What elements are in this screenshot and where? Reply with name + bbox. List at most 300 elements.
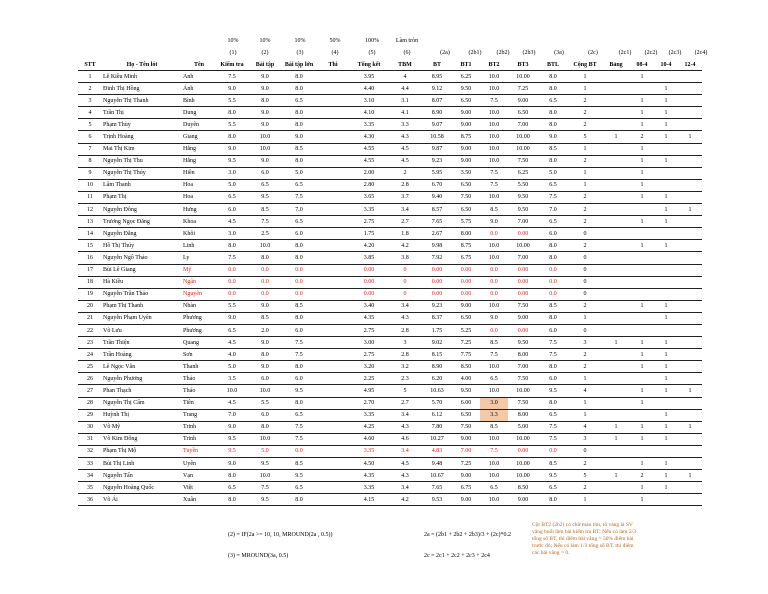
table-cell: 10.58 [422,131,452,143]
table-cell: 9.0 [216,312,248,324]
table-cell: Trần Thiện [102,337,182,349]
table-cell: 35 [78,482,102,494]
table-cell: 6.50 [452,312,480,324]
table-cell: 5.0 [216,361,248,373]
table-cell [678,324,702,336]
table-cell: 8.0 [282,397,316,409]
table-cell [654,288,678,300]
table-cell: 8.5 [248,312,282,324]
table-cell: 9.5 [538,470,568,482]
table-cell: 7.50 [508,397,538,409]
table-cell: 2.75 [350,349,388,361]
table-row [78,179,702,191]
table-row [78,131,702,143]
table-cell [678,337,702,349]
table-cell: Trinh [182,421,216,433]
table-cell: 6.5 [282,409,316,421]
table-cell: 1 [630,155,654,167]
table-cell: 0.0 [480,228,508,240]
table-cell: 0.0 [480,264,508,276]
table-cell: Bùi Lê Giang [102,264,182,276]
column-header: BT1 [452,60,480,71]
table-cell: 4.5 [216,397,248,409]
table-cell: 9.5 [538,385,568,397]
table-cell: 7.00 [508,361,538,373]
table-cell: 1 [630,143,654,155]
formula-3: (3) = MROUND(3a, 0.5) [228,553,289,559]
table-cell: 0 [568,228,602,240]
table-cell: 4.40 [350,83,388,95]
table-cell: 2 [568,361,602,373]
table-cell: Trương Ngọc Đăng [102,216,182,228]
table-cell: 2.80 [350,179,388,191]
table-cell [316,373,350,385]
table-cell: 5 [568,131,602,143]
table-cell: Nhàn [182,300,216,312]
table-cell [316,470,350,482]
table-cell: 4.60 [350,433,388,445]
table-row [78,264,702,276]
table-cell: 21 [78,312,102,324]
table-cell: 10.0 [480,300,508,312]
table-cell: 14 [78,228,102,240]
table-cell: 7.0 [538,204,568,216]
table-cell: 7.5 [216,71,248,83]
table-cell [316,385,350,397]
table-cell: 9.48 [422,458,452,470]
table-cell: Trinh [182,433,216,445]
table-cell: 6.12 [422,409,452,421]
table-cell: 2 [388,167,422,179]
table-cell: Ly [182,252,216,264]
table-cell: 0 [568,252,602,264]
table-cell: 4.35 [350,312,388,324]
table-cell [654,324,678,336]
table-cell: 7.5 [538,349,568,361]
table-cell: 1 [654,312,678,324]
column-header: Bài tập lớn [282,60,316,71]
table-cell: 1 [654,482,678,494]
table-row [78,494,702,506]
table-cell: 0.00 [422,264,452,276]
formula-2: (2) = IF(2a >= 10, 10, MROUND(2a , 0.5)) [228,532,333,538]
table-cell: 1 [602,470,630,482]
table-cell: 1 [678,385,702,397]
table-cell: 7.00 [508,252,538,264]
table-cell: 6.50 [452,204,480,216]
table-cell: 0.00 [422,288,452,300]
table-cell: 4.10 [350,107,388,119]
table-cell: 10.0 [248,131,282,143]
table-cell: 6.5 [538,179,568,191]
table-cell: 8.75 [452,131,480,143]
table-row [78,312,702,324]
table-cell: Hằng [182,143,216,155]
table-cell: 9.5 [216,155,248,167]
table-cell: 3.35 [350,204,388,216]
table-cell: 4.35 [350,470,388,482]
table-cell: 23 [78,337,102,349]
table-cell: Mỹ [182,264,216,276]
num-6: (6) [403,50,411,56]
table-cell: 9.87 [422,143,452,155]
table-cell [316,119,350,131]
column-header: 08-4 [630,60,654,71]
table-row [78,107,702,119]
table-cell: 4.83 [422,445,452,457]
table-cell: 2.8 [388,179,422,191]
table-cell: 9.23 [422,155,452,167]
table-cell: 7.5 [480,179,508,191]
table-cell [316,337,350,349]
table-cell: 9.0 [248,107,282,119]
table-cell: 3 [388,337,422,349]
table-cell: 0 [568,324,602,336]
table-cell: Hằng [182,155,216,167]
weight-tongket: 100% [365,38,379,44]
weight-baitaplon: 10% [294,38,306,44]
table-cell: 7.5 [538,433,568,445]
table-cell: 2 [568,349,602,361]
table-cell: 7.00 [508,119,538,131]
table-cell: 7.25 [452,458,480,470]
table-cell: Bình [182,95,216,107]
table-cell: 6 [78,131,102,143]
table-cell: 10.0 [216,385,248,397]
table-cell [630,276,654,288]
table-cell: 2 [568,300,602,312]
table-cell: 32 [78,445,102,457]
table-cell: 8.0 [282,252,316,264]
table-cell: 10.0 [480,107,508,119]
table-cell: 1 [654,131,678,143]
table-cell: 5.0 [282,167,316,179]
table-cell: 11 [78,191,102,203]
table-cell: 0.00 [508,324,538,336]
table-cell: 10.67 [422,470,452,482]
table-cell: Việt [182,482,216,494]
table-cell: 7.25 [452,337,480,349]
table-cell: 6.20 [422,373,452,385]
table-cell [602,397,630,409]
table-cell [602,167,630,179]
table-cell: 17 [78,264,102,276]
table-cell: 2.8 [388,324,422,336]
table-cell: 8.75 [452,240,480,252]
table-cell: 18 [78,276,102,288]
table-cell: 9.0 [538,131,568,143]
header-row [78,60,702,71]
table-cell: 1 [630,349,654,361]
table-cell: Nguyễn Đăng [102,228,182,240]
table-cell: 6.00 [452,397,480,409]
table-cell: 3.35 [350,409,388,421]
table-cell: 0.0 [480,288,508,300]
table-cell: Lâm Thanh [102,179,182,191]
column-header: Bảng [602,60,630,71]
table-cell: 9.50 [508,204,538,216]
table-cell: 3.10 [350,95,388,107]
table-cell: Xuân [182,494,216,506]
table-cell: 6.50 [452,179,480,191]
table-cell: 7.65 [422,216,452,228]
table-cell: 7 [78,143,102,155]
table-cell: Phạm Thùy [102,119,182,131]
table-cell: 8.5 [282,300,316,312]
table-cell: 1 [678,131,702,143]
table-cell: 0.00 [452,264,480,276]
table-cell: 8.0 [538,361,568,373]
table-cell: 10.0 [248,470,282,482]
table-cell: 24 [78,349,102,361]
table-cell: Nguyên [182,288,216,300]
table-cell: Lê Kiều Minh [102,71,182,83]
weight-thi: 50% [329,38,341,44]
table-cell [630,228,654,240]
table-cell [602,349,630,361]
table-cell: 8.00 [508,409,538,421]
table-cell [316,482,350,494]
table-cell: 6.5 [538,482,568,494]
table-cell: Dung [182,107,216,119]
table-cell: Trang [182,409,216,421]
table-cell: 1 [630,300,654,312]
table-cell: 0.0 [216,264,248,276]
table-cell: 8.0 [216,240,248,252]
table-cell: 9.5 [216,445,248,457]
table-cell: 8.00 [452,228,480,240]
table-cell: 7.5 [282,433,316,445]
table-cell: 6.5 [248,179,282,191]
table-cell: 10.0 [480,433,508,445]
table-cell: 10.0 [480,131,508,143]
column-header: Kiểm tra [216,60,248,71]
code-2b3: (2b3) [522,50,536,56]
table-cell: Uyên [182,458,216,470]
table-cell: 9.12 [422,83,452,95]
table-cell: 36 [78,494,102,506]
table-cell [316,409,350,421]
table-cell: 0.00 [508,276,538,288]
table-cell: 1 [678,421,702,433]
table-cell [602,361,630,373]
code-2b2: (2b2) [496,50,510,56]
table-cell [630,373,654,385]
table-cell: 9.07 [422,119,452,131]
table-cell: 9.0 [216,458,248,470]
table-cell: Giang [182,131,216,143]
table-cell: 7.80 [422,421,452,433]
table-cell: 6.5 [216,482,248,494]
table-cell: 1 [654,216,678,228]
table-cell: 0.0 [216,288,248,300]
table-cell [316,71,350,83]
table-cell: 10.00 [508,131,538,143]
table-cell: 4.5 [216,337,248,349]
table-cell [678,300,702,312]
table-cell: 10.00 [508,385,538,397]
table-cell: 10.0 [480,155,508,167]
table-cell: 3.0 [480,397,508,409]
table-cell [602,300,630,312]
formula-2a: 2a = (2b1 + 2b2 + 2b3)/3 + (2c)*0.2 [424,532,512,538]
table-cell: 7.5 [538,337,568,349]
table-cell: 1 [654,373,678,385]
table-cell: 1 [630,421,654,433]
table-cell: 7.50 [508,300,538,312]
table-cell: 6.75 [452,252,480,264]
table-cell: 7.65 [422,482,452,494]
table-cell [678,458,702,470]
table-cell: 9.5 [282,385,316,397]
table-cell: 33 [78,458,102,470]
table-cell [630,288,654,300]
table-cell: 7.5 [282,191,316,203]
table-cell: 8 [78,155,102,167]
table-cell: 5.0 [538,167,568,179]
table-cell: 5.0 [248,445,282,457]
table-cell: 9.00 [508,312,538,324]
table-cell: 7.5 [282,337,316,349]
table-row [78,216,702,228]
table-cell [602,445,630,457]
table-cell: 9.00 [508,95,538,107]
table-cell: Nguyễn Thị Thúy [102,167,182,179]
table-cell: 16 [78,252,102,264]
table-cell: 6.0 [282,228,316,240]
table-cell: 8.5 [248,204,282,216]
table-cell: 9.40 [422,191,452,203]
table-cell: 0.0 [538,288,568,300]
table-cell: 3 [568,433,602,445]
table-cell [678,119,702,131]
table-row [78,458,702,470]
table-cell [630,445,654,457]
table-cell: 0.00 [350,288,388,300]
table-cell: Ánh [182,83,216,95]
table-cell: 7.0 [216,409,248,421]
table-row [78,482,702,494]
table-cell: 0 [568,445,602,457]
table-cell: 10.0 [480,143,508,155]
table-cell: 8.0 [282,312,316,324]
table-cell: Duyên [182,119,216,131]
table-cell: 7.25 [508,83,538,95]
table-cell: 1 [568,494,602,506]
table-cell: 2.7 [388,397,422,409]
formula-2c: 2c = 2c1 + 2c2 + 2c3 + 2c4 [424,553,490,559]
legend-note: Cột BT2 (2b2) có chữ màu tím, tô vàng là SV vắng buổi làm bài kiểm tra BT; Nếu có làm 2/3 tổng số BT, thì điểm bài vắng = 50% điểm bài trước đó; Nếu có làm 1/3 tổng số BT, thì điểm các bài vắng = 0. [532,522,636,556]
table-cell: Hồ Thị Thúy [102,240,182,252]
table-cell: 7.5 [538,191,568,203]
table-cell: 6.0 [538,324,568,336]
table-cell: Thảo [182,373,216,385]
table-cell: 5.5 [248,397,282,409]
table-cell: 10.0 [248,240,282,252]
num-5: (5) [368,50,376,56]
table-cell: 0 [568,264,602,276]
table-cell: 7.5 [248,482,282,494]
table-cell: 1 [568,143,602,155]
table-cell: 8.0 [248,349,282,361]
table-cell: Phạm Thị Mộ [102,445,182,457]
table-cell: 9.02 [422,337,452,349]
table-cell: 6.25 [452,71,480,83]
table-cell [678,155,702,167]
table-cell: 5.00 [508,421,538,433]
table-cell: 1 [78,71,102,83]
table-cell [316,216,350,228]
table-cell: 2.25 [350,373,388,385]
table-cell: 6.25 [508,167,538,179]
table-cell: 9.00 [452,300,480,312]
table-cell: 1 [654,458,678,470]
table-cell: 3.4 [388,204,422,216]
table-cell [602,119,630,131]
table-cell: Thanh [182,361,216,373]
table-cell: 5.5 [216,119,248,131]
table-row [78,71,702,83]
table-cell: 8.00 [508,349,538,361]
table-cell: 1 [568,83,602,95]
table-cell: 8.0 [248,95,282,107]
table-cell: Hoa [182,179,216,191]
table-cell: 10.27 [422,433,452,445]
table-cell: 1 [630,107,654,119]
table-row [78,337,702,349]
table-cell: 10.00 [508,240,538,252]
table-cell: 8.5 [538,458,568,470]
table-cell: 6.0 [248,167,282,179]
table-cell: 3.0 [216,228,248,240]
table-cell: 3.95 [350,71,388,83]
table-cell: 6.0 [248,373,282,385]
table-cell: 3.65 [350,191,388,203]
table-cell: 2 [568,95,602,107]
table-cell: Nguyễn Phương [102,373,182,385]
table-cell: 4.3 [388,131,422,143]
column-header: Họ - Tên lót [102,60,182,71]
table-cell: 4.3 [388,312,422,324]
table-cell: 1 [654,349,678,361]
table-cell: 10.0 [480,470,508,482]
column-header: Tên [182,60,216,71]
table-cell: 7.5 [248,216,282,228]
table-cell: 9.50 [508,337,538,349]
table-cell [678,288,702,300]
table-cell: 8.0 [538,494,568,506]
table-cell [316,433,350,445]
table-cell: 2 [568,119,602,131]
table-cell: 1 [630,433,654,445]
table-cell: 9.5 [282,470,316,482]
table-cell: Huỳnh Thị [102,409,182,421]
table-cell: 26 [78,373,102,385]
table-cell: 8.0 [216,131,248,143]
table-cell: 1 [654,204,678,216]
table-cell: 3.4 [388,482,422,494]
table-cell: 8.0 [216,494,248,506]
table-cell: 3.8 [388,252,422,264]
table-cell: 1 [568,179,602,191]
table-cell: 6.0 [216,204,248,216]
table-cell: Mai Thị Kim [102,143,182,155]
table-cell: 10.00 [508,433,538,445]
table-cell: 8.5 [480,421,508,433]
table-cell: 2 [630,131,654,143]
table-cell [678,71,702,83]
table-cell: 1 [654,83,678,95]
